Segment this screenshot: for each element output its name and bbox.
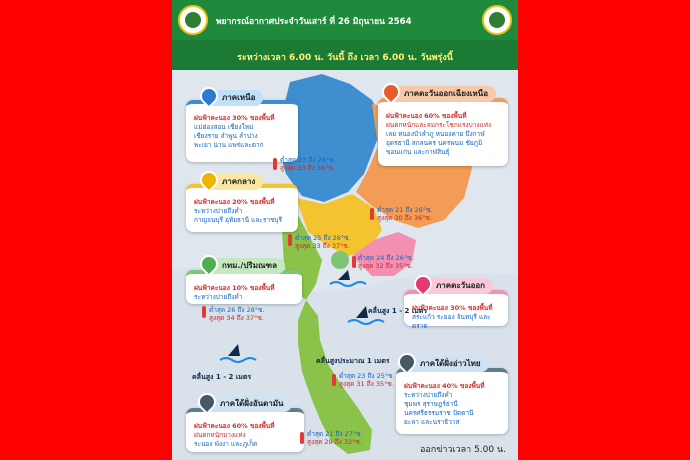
rain-chance: ฝนฟ้าคะนอง 30% ของพื้นที่ [412,304,493,312]
region-name: ภาคใต้ฝั่งอันดามัน [220,399,284,408]
rain-chance: ฝนฟ้าคะนอง 30% ของพื้นที่ [194,114,275,122]
period: ระหว่างบ่ายถึงค่ำ [194,207,243,215]
chip-north [204,90,263,106]
card-south-gulf [396,359,508,434]
chip-south-andaman [202,396,292,412]
ministry-logo-icon [482,5,512,35]
map-region-bangkok [331,251,349,269]
region-name: ภาคกลาง [222,177,256,186]
region-name: กทม./ปริมณฑล [222,261,277,270]
region-name: ภาคเหนือ [222,93,256,102]
provinces: ยะลา และนราธิวาส [404,418,460,426]
provinces: กาญจนบุรี อุทัยธานี และราชบุรี [194,216,283,224]
region-name: ภาคตะวันออก [436,281,486,290]
header-bar [172,0,518,40]
rain-chance: ฝนฟ้าคะนอง 60% ของพื้นที่ [194,422,275,430]
warning: ฝนตกหนักและลมกระโชกแรงบางแห่ง [386,121,492,129]
provinces: อุดรธานี สกลนคร นครพนม ชัยภูมิ [386,139,483,147]
provinces: ระนอง พังงา และภูเก็ต [194,440,258,448]
wave-height-andaman: คลื่นสูง 1 - 2 เมตร [192,373,252,381]
thermometer-icon [332,374,336,386]
temp-bangkok: ต่ำสุด 26 ถึง 28°ซ. สูงสุด 34 ถึง 37°ซ. [209,306,265,322]
rain-chance: ฝนฟ้าคะนอง 10% ของพื้นที่ [194,284,275,292]
chip-south-gulf [402,356,489,372]
chip-bangkok [204,258,285,274]
period: ระหว่างบ่ายถึงค่ำ [404,391,453,399]
chip-central [204,174,263,190]
card-south-andaman [186,399,304,452]
provinces: ขอนแก่น และกาฬสินธุ์ [386,148,450,156]
card-northeast [378,89,508,166]
chip-northeast [386,86,496,102]
temp-east: ต่ำสุด 24 ถึง 26°ซ. สูงสุด 32 ถึง 35°ซ. [358,254,414,270]
provinces: นครศรีธรรมราช ปัตตานี [404,409,474,417]
card-bangkok [186,261,302,304]
thermometer-icon [288,234,292,246]
temp-north: ต่ำสุด 23 ถึง 26°ซ. สูงสุด 33 ถึง 36°ซ. [280,156,336,172]
provinces: พะเยา น่าน แพร่และตาก [194,141,264,149]
warning: ฝนตกหนักบางแห่ง [194,431,246,439]
thermometer-icon [202,306,206,318]
temp-south-east: ต่ำสุด 23 ถึง 25°ซ. สูงสุด 31 ถึง 35°ซ. [339,372,395,388]
rain-chance: ฝนฟ้าคะนอง 60% ของพื้นที่ [386,112,467,120]
thermometer-icon [300,432,304,444]
subtitle-bar [172,40,518,70]
weather-poster [172,0,518,460]
region-name: ภาคตะวันออกเฉียงเหนือ [404,89,489,98]
thermometer-icon [370,208,374,220]
page-title: พยากรณ์อากาศประจำวันเสาร์ ที่ 26 มิถุนายน 2564 [216,17,412,27]
boat-icon-gulf-upper [330,270,366,286]
provinces: ชุมพร สุราษฎร์ธานี [404,400,458,408]
issue-time: ออกข่าวเวลา 5.00 น. [420,445,506,455]
provinces: สระแก้ว ระยอง จันทบุรี และตราด [412,313,491,330]
provinces: เลย หนองบัวลำภู หนองคาย บึงกาฬ [386,130,485,138]
card-north [186,93,298,162]
rain-chance: ฝนฟ้าคะนอง 40% ของพื้นที่ [404,382,485,390]
temp-central: ต่ำสุด 25 ถึง 26°ซ. สูงสุด 33 ถึง 37°ซ. [295,234,351,250]
wave-height-gulf-lower: คลื่นสูงประมาณ 1 เมตร [316,357,390,365]
period: ระหว่างบ่ายถึงค่ำ [194,293,243,301]
card-central [186,177,298,232]
forecast-period: ระหว่างเวลา 6.00 น. วันนี้ ถึง เวลา 6.00 น. วันพรุ่งนี้ [237,53,453,63]
wave-height-gulf-upper: คลื่นสูง 1 - 2 เมตร [368,307,428,315]
provinces: เชียงราย ลำพูน ลำปาง [194,132,258,140]
tmd-logo-icon [178,5,208,35]
rain-chance: ฝนฟ้าคะนอง 20% ของพื้นที่ [194,198,275,206]
provinces: แม่ฮ่องสอน เชียงใหม่ [194,123,254,131]
temp-northeast: ต่ำสุด 21 ถึง 26°ซ. สูงสุด 30 ถึง 36°ซ. [377,206,433,222]
thermometer-icon [352,256,356,268]
chip-east [418,278,493,294]
region-name: ภาคใต้ฝั่งอ่าวไทย [420,359,481,368]
thermometer-icon [273,158,277,170]
temp-south-andaman: ต่ำสุด 21 ถึง 27°ซ. สูงสุด 29 ถึง 32°ซ. [307,430,363,446]
